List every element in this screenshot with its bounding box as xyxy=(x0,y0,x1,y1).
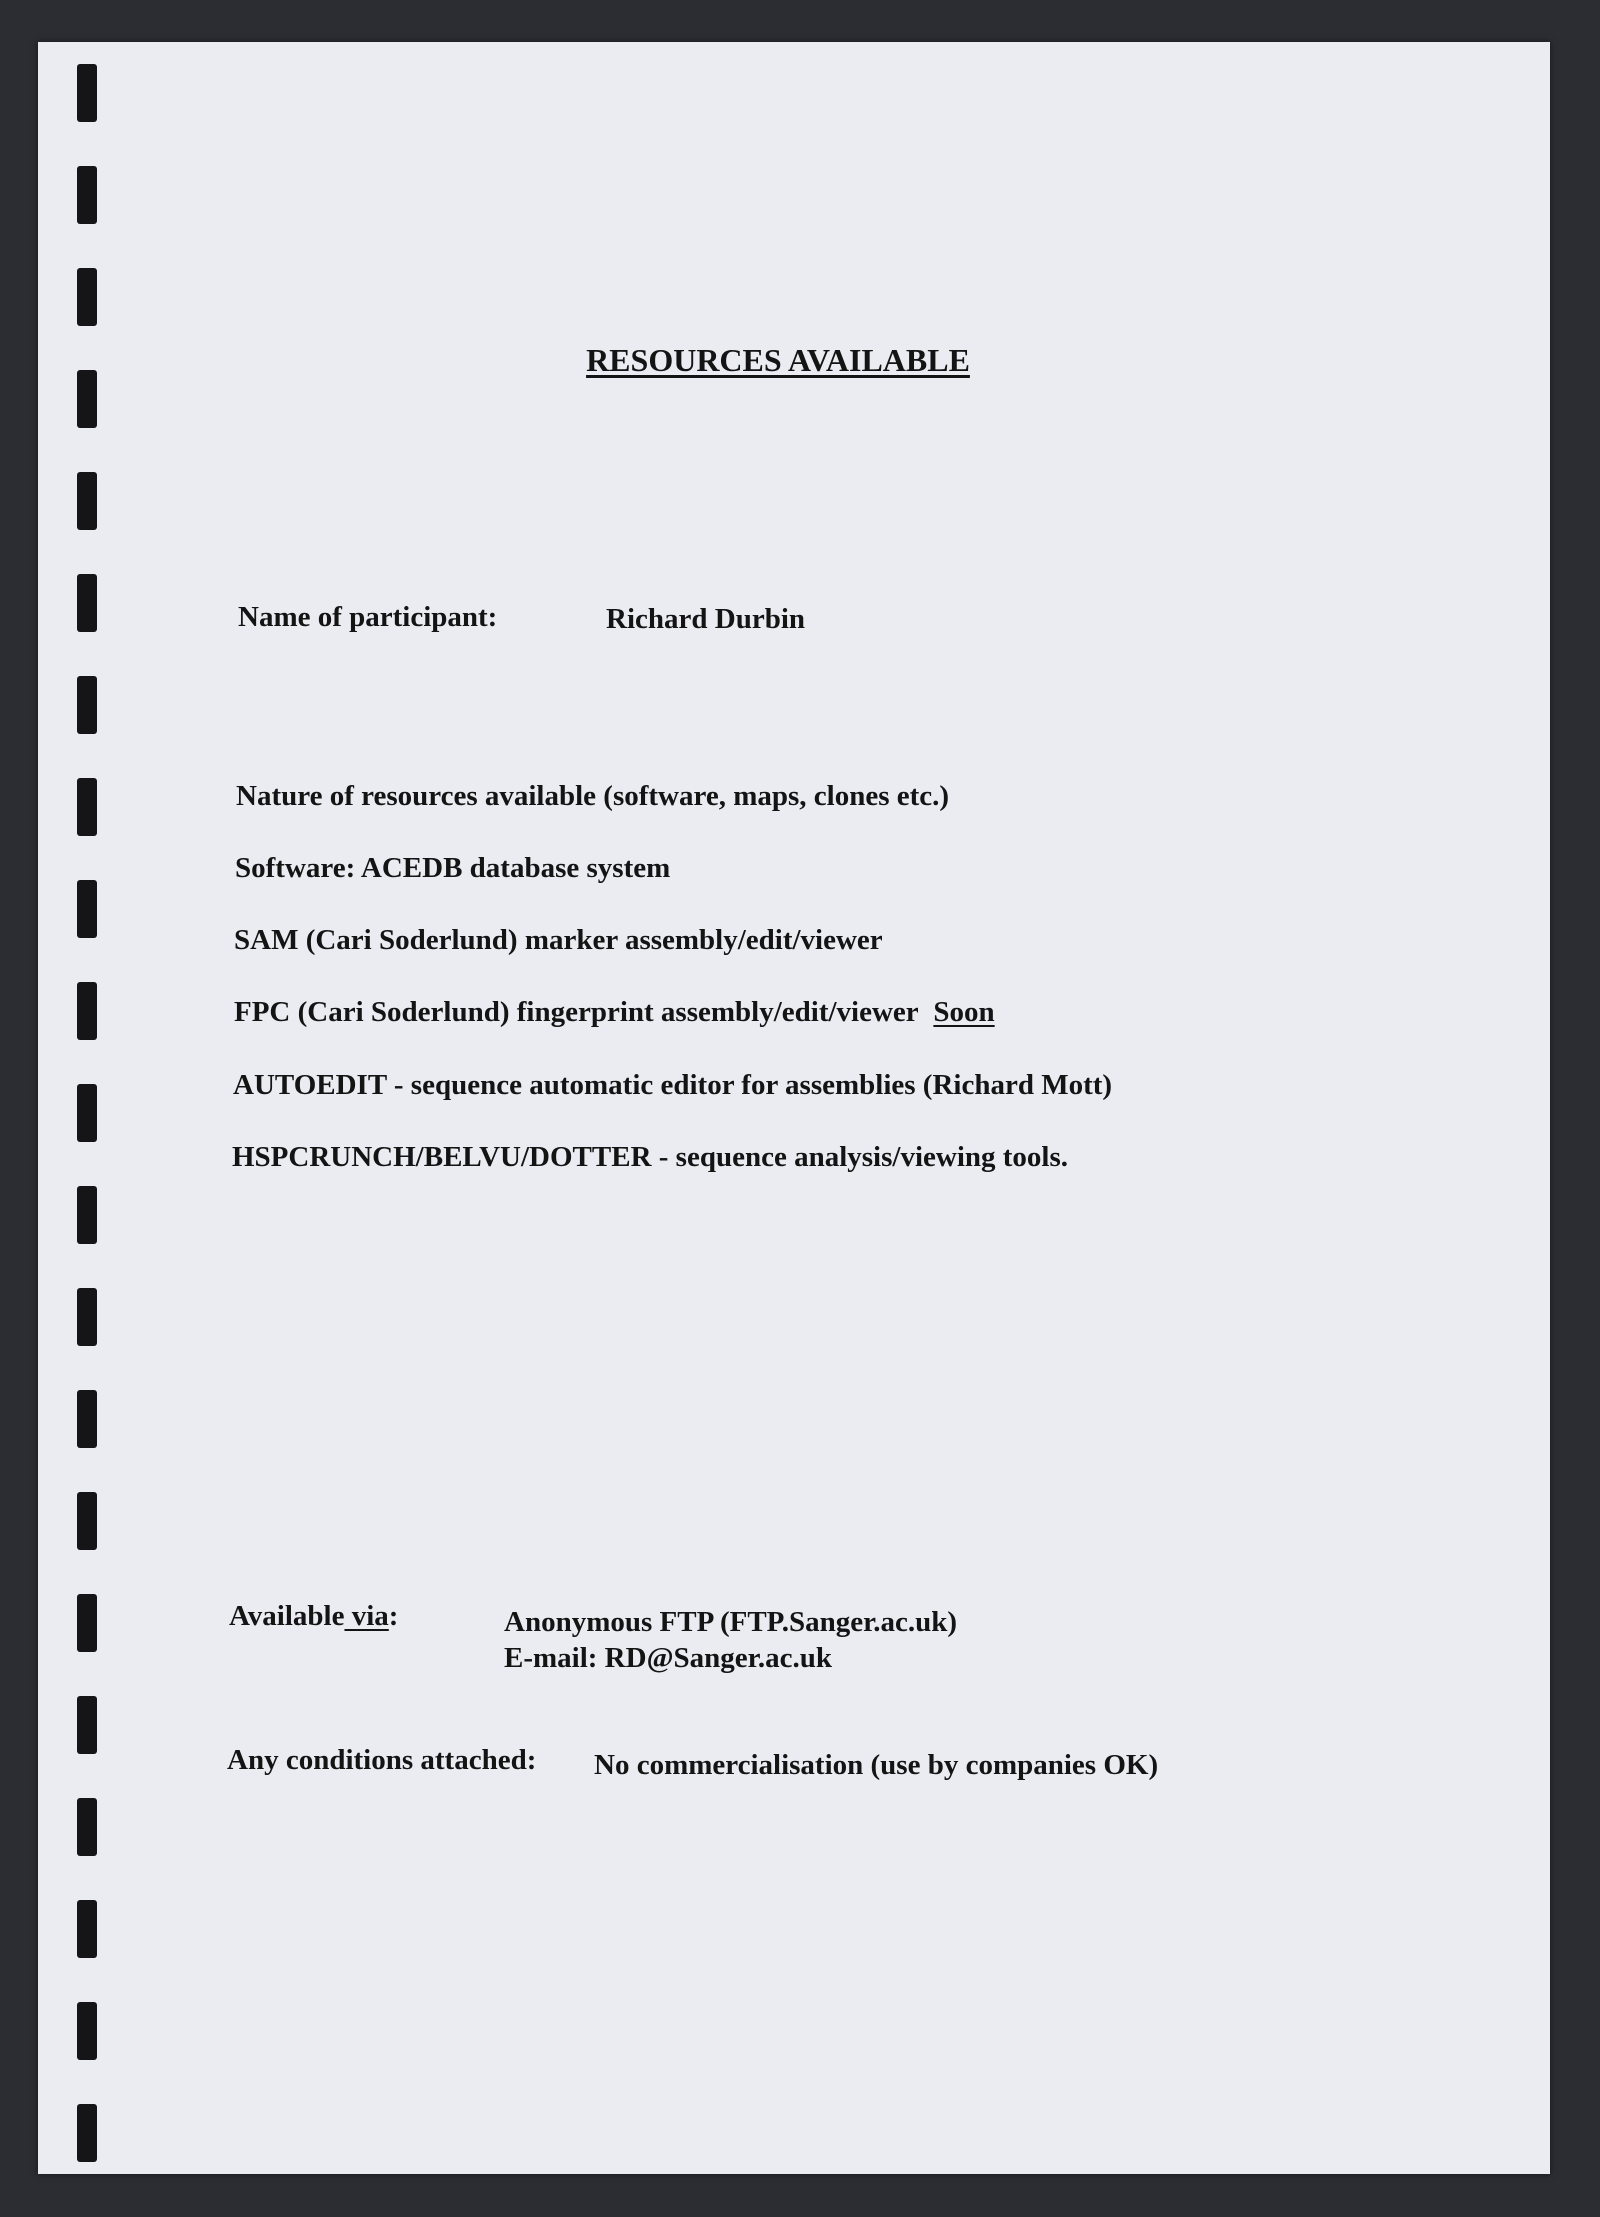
binding-hole xyxy=(77,472,97,530)
binding-hole xyxy=(77,574,97,632)
binding-hole xyxy=(77,268,97,326)
binding-hole xyxy=(77,1288,97,1346)
binding-hole xyxy=(77,1084,97,1142)
available-label xyxy=(229,1602,398,1631)
binding-hole xyxy=(77,166,97,224)
binding-hole xyxy=(77,2002,97,2060)
resource-item: SAM (Cari Soderlund) marker assembly/edit/viewer xyxy=(234,924,883,956)
binding-hole xyxy=(77,1492,97,1550)
conditions-label: Any conditions attached: xyxy=(227,1744,537,1776)
conditions-value: No commercialisation (use by companies OK) xyxy=(594,1749,1159,1781)
participant-name: Richard Durbin xyxy=(606,603,806,635)
resource-item: Software: ACEDB database system xyxy=(235,852,671,884)
binding-hole xyxy=(77,1186,97,1244)
resource-item: AUTOEDIT - sequence automatic editor for assemblies (Richard Mott) xyxy=(233,1069,1113,1101)
participant-label: Name of participant: xyxy=(238,601,498,633)
available-via-line: Anonymous FTP (FTP.Sanger.ac.uk) xyxy=(504,1606,958,1638)
available-label-text: Available xyxy=(229,1600,345,1632)
binding-hole xyxy=(77,982,97,1040)
binding-hole xyxy=(77,2104,97,2162)
page-title: RESOURCES AVAILABLE xyxy=(586,342,970,378)
binding-hole xyxy=(77,676,97,734)
binding-hole xyxy=(77,1594,97,1652)
binding-hole xyxy=(77,778,97,836)
available-label-via: via xyxy=(344,1600,389,1632)
binding-hole xyxy=(77,64,97,122)
available-via-line: E-mail: RD@Sanger.ac.uk xyxy=(504,1642,833,1674)
binding-hole xyxy=(77,1798,97,1856)
binding-hole xyxy=(77,880,97,938)
binding-hole xyxy=(77,1900,97,1958)
nature-heading: Nature of resources available (software, maps, clones etc.) xyxy=(236,780,950,812)
fpc-status: Soon xyxy=(933,996,995,1028)
resource-item-text: FPC (Cari Soderlund) fingerprint assembly/edit/viewer xyxy=(234,996,919,1028)
resource-item: HSPCRUNCH/BELVU/DOTTER - sequence analysis/viewing tools. xyxy=(232,1141,1069,1173)
binding-hole xyxy=(77,1390,97,1448)
resource-item xyxy=(234,998,995,1027)
available-label-colon: : xyxy=(388,1600,399,1632)
binding-hole xyxy=(77,1696,97,1754)
